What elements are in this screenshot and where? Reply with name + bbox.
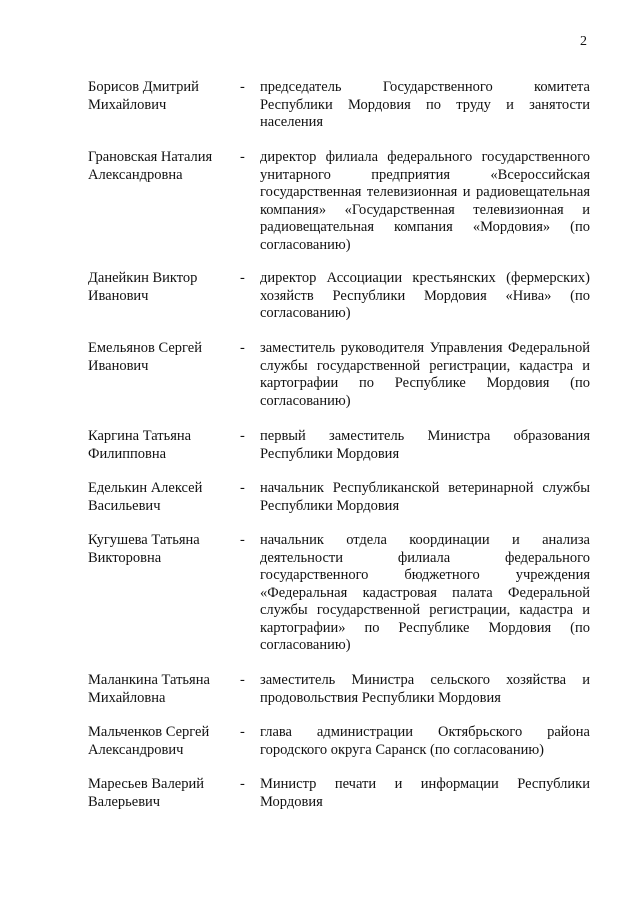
dash-separator: - [240,340,245,356]
dash-separator: - [240,776,245,792]
member-name: Каргина Татьяна Филипповна [88,428,192,462]
member-role: заместитель Министра сельского хозяйства и продовольствия Республики Мордовия [260,672,590,706]
member-role: начальник Республиканской ветеринарной службы Республики Мордовия [260,480,590,514]
dash-separator: - [240,480,245,496]
dash-separator: - [240,428,245,444]
dash-separator: - [240,149,245,165]
member-name: Кугушева Татьяна Викторовна [88,532,200,566]
member-role: директор Ассоциации крестьянских (фермерских) хозяйств Республики Мордовия «Нива» (по согласованию) [260,270,590,321]
member-name: Маланкина Татьяна Михайловна [88,672,210,706]
member-role: первый заместитель Министра образования Республики Мордовия [260,428,590,462]
dash-separator: - [240,672,245,688]
dash-separator: - [240,79,245,95]
member-name: Борисов Дмитрий Михайлович [88,79,199,113]
page-number: 2 [580,34,587,49]
member-role: глава администрации Октябрьского района городского округа Саранск (по согласованию) [260,724,590,758]
member-role: председатель Государственного комитета Республики Мордовия по труду и занятости населения [260,79,590,130]
member-role: Министр печати и информации Республики Мордовия [260,776,590,810]
member-name: Еделькин Алексей Васильевич [88,480,203,514]
member-name: Емельянов Сергей Иванович [88,340,202,374]
member-name: Мальченков Сергей Александрович [88,724,210,758]
member-role: заместитель руководителя Управления Федеральной службы государственной регистрации, кадастра и картографии по Республике Мордовия (по согласованию) [260,340,590,409]
member-name: Данейкин Виктор Иванович [88,270,198,304]
dash-separator: - [240,270,245,286]
dash-separator: - [240,532,245,548]
member-name: Грановская Наталия Александровна [88,149,213,183]
member-name: Маресьев Валерий Валерьевич [88,776,205,810]
member-role: директор филиала федерального государственного унитарного предприятия «Всероссийская государственная телевизионная и радиовещательная компания» «Государственная телевизионная и радиовещательная компания «Мордовия» (по согласованию) [260,149,590,253]
dash-separator: - [240,724,245,740]
member-role: начальник отдела координации и анализа деятельности филиала федерального государственного бюджетного учреждения «Федеральная кадастровая палата Федеральной службы государственной регистрации, кадастра и картографии» по Республике Мордовия (по согласованию) [260,532,590,653]
